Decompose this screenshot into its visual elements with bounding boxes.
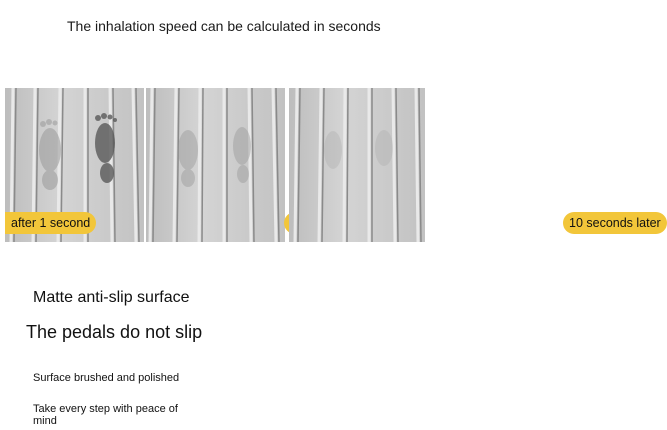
- panel-5-seconds-later: [146, 88, 285, 242]
- footprint-comparison: [5, 88, 661, 242]
- panel-3-image: [289, 88, 425, 242]
- caption-brushed-polished: Surface brushed and polished: [33, 372, 180, 384]
- caption-peace-of-mind: Take every step with peace of mind: [33, 403, 178, 427]
- panel-10-seconds-later: [289, 88, 661, 242]
- label-10-seconds-later: 10 seconds later: [563, 212, 667, 234]
- label-after-1-second: after 1 second: [5, 212, 96, 234]
- panel-after-1-second: [5, 88, 144, 242]
- panel-2-image: [146, 88, 285, 242]
- headline: The inhalation speed can be calculated in seconds: [67, 18, 381, 34]
- caption-matte-surface: Matte anti-slip surface: [33, 289, 190, 306]
- caption-pedals-no-slip: The pedals do not slip: [26, 322, 203, 342]
